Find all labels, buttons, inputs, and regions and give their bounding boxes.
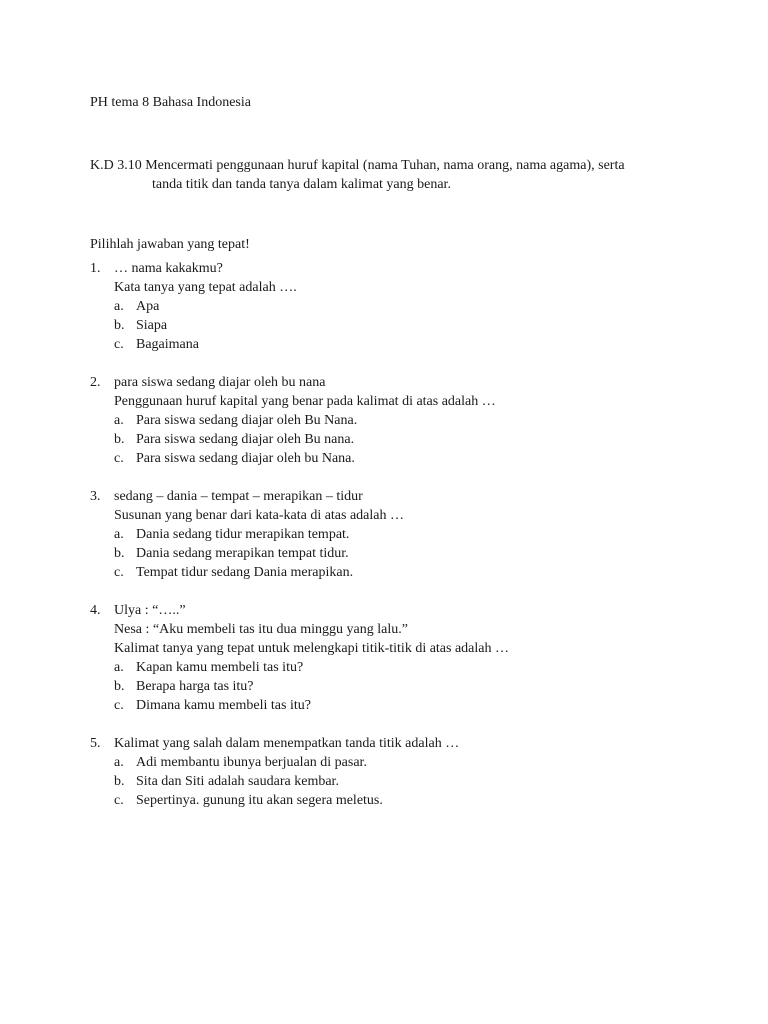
option-letter: c. [114,337,124,352]
answer-option [114,658,690,677]
option-letter: b. [114,679,125,694]
competency-line-1: K.D 3.10 Mencermati penggunaan huruf kapital (nama Tuhan, nama orang, nama agama), serta [90,158,625,173]
option-letter: a. [114,660,124,675]
option-letter: a. [114,413,124,428]
question-item [90,373,690,468]
option-text: Berapa harga tas itu? [136,679,254,694]
option-letter: b. [114,432,125,447]
question-prompt: Kata tanya yang tepat adalah …. [114,280,297,295]
answer-options [114,297,690,354]
answer-options [114,525,690,582]
answer-option [114,430,690,449]
question-list [90,259,690,810]
question-number: 2. [90,375,101,390]
option-letter: a. [114,755,124,770]
option-text: Kapan kamu membeli tas itu? [136,660,304,675]
question-prompt: Susunan yang benar dari kata-kata di atas adalah … [114,508,405,523]
option-text: Para siswa sedang diajar oleh bu Nana. [136,451,355,466]
answer-option [114,753,690,772]
option-letter: c. [114,793,124,808]
answer-option [114,525,690,544]
question-stem: … nama kakakmu? [114,261,223,276]
option-text: Bagaimana [136,337,199,352]
answer-option [114,677,690,696]
question-stem: para siswa sedang diajar oleh bu nana [114,375,326,390]
question-item [90,734,690,810]
option-letter: c. [114,698,124,713]
answer-option [114,772,690,791]
answer-option [114,297,690,316]
option-letter: c. [114,451,124,466]
answer-option [114,449,690,468]
option-text: Para siswa sedang diajar oleh Bu nana. [136,432,355,447]
competency-statement [90,156,690,194]
option-text: Dania sedang tidur merapikan tempat. [136,527,350,542]
option-text: Sepertinya. gunung itu akan segera meletus. [136,793,383,808]
question-prompt: Penggunaan huruf kapital yang benar pada kalimat di atas adalah … [114,394,496,409]
answer-option [114,544,690,563]
question-stem: sedang – dania – tempat – merapikan – tidur [114,489,363,504]
question-prompt: Kalimat yang salah dalam menempatkan tanda titik adalah … [114,736,460,751]
answer-options [114,658,690,715]
option-text: Para siswa sedang diajar oleh Bu Nana. [136,413,358,428]
answer-options [114,411,690,468]
answer-option [114,411,690,430]
question-item [90,259,690,354]
answer-options [114,753,690,810]
option-text: Sita dan Siti adalah saudara kembar. [136,774,339,789]
option-letter: a. [114,527,124,542]
question-stem: Nesa : “Aku membeli tas itu dua minggu yang lalu.” [114,622,408,637]
document-page [90,93,690,829]
question-number: 3. [90,489,101,504]
question-number: 5. [90,736,101,751]
instruction-text: Pilihlah jawaban yang tepat! [90,237,250,252]
answer-option [114,316,690,335]
question-stem: Ulya : “…..” [114,603,186,618]
option-letter: c. [114,565,124,580]
question-item [90,487,690,582]
document-title: PH tema 8 Bahasa Indonesia [90,95,251,110]
option-text: Dimana kamu membeli tas itu? [136,698,311,713]
question-item [90,601,690,715]
option-text: Siapa [136,318,168,333]
option-text: Tempat tidur sedang Dania merapikan. [136,565,354,580]
answer-option [114,696,690,715]
option-letter: b. [114,318,125,333]
option-text: Dania sedang merapikan tempat tidur. [136,546,349,561]
question-number: 1. [90,261,101,276]
option-text: Adi membantu ibunya berjualan di pasar. [136,755,367,770]
answer-option [114,335,690,354]
answer-option [114,563,690,582]
option-text: Apa [136,299,160,314]
option-letter: a. [114,299,124,314]
answer-option [114,791,690,810]
question-prompt: Kalimat tanya yang tepat untuk melengkapi titik-titik di atas adalah … [114,641,510,656]
option-letter: b. [114,546,125,561]
option-letter: b. [114,774,125,789]
question-number: 4. [90,603,101,618]
competency-line-2: tanda titik dan tanda tanya dalam kalimat yang benar. [152,177,451,192]
